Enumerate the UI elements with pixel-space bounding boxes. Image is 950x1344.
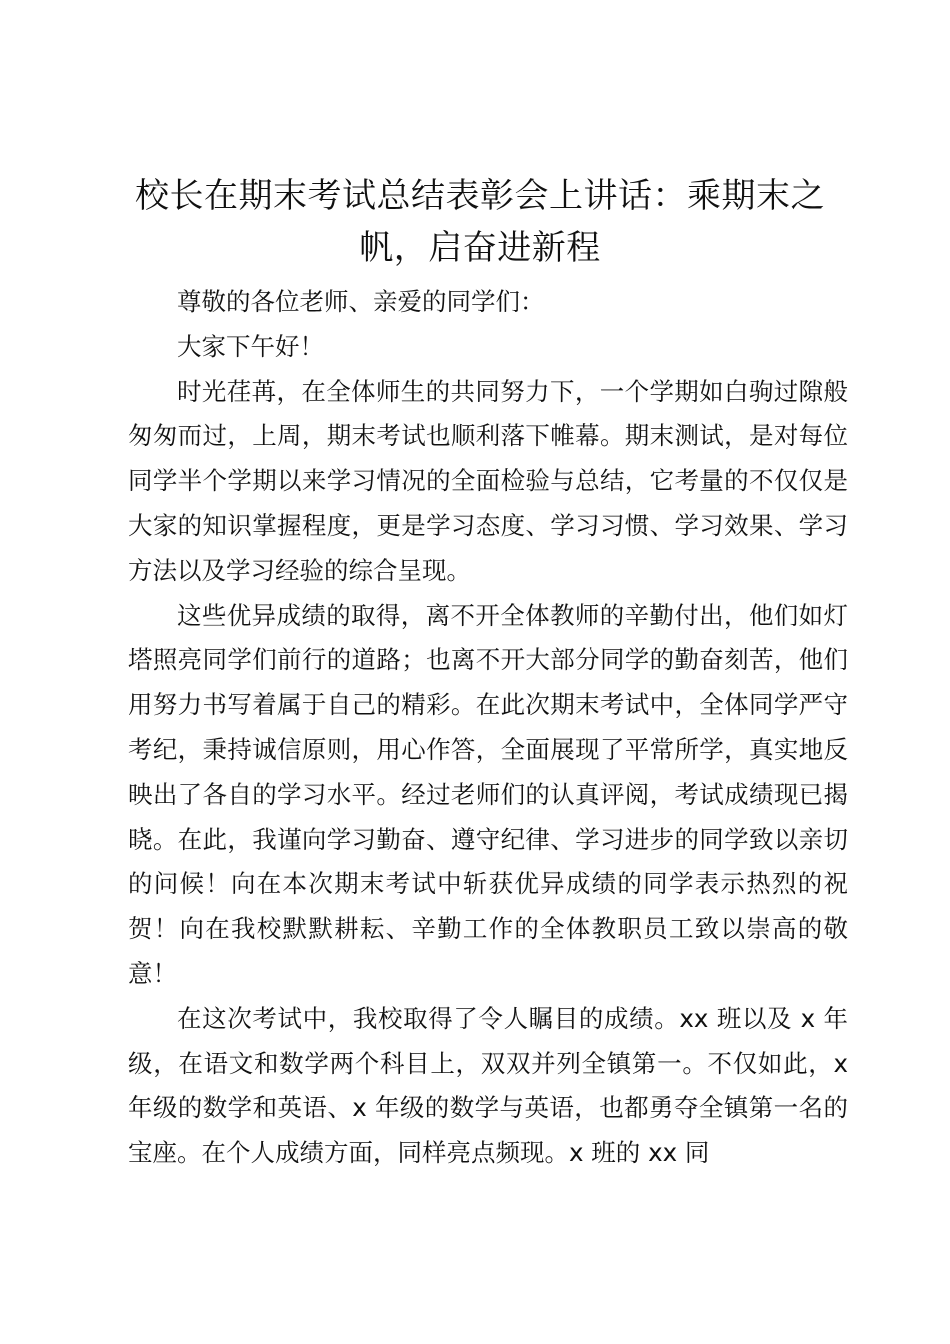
paragraph-salutation: 大家下午好！ [177,331,324,361]
paragraph-intro: 时光荏苒，在全体师生的共同努力下，一个学期如白驹过隙般匆匆而过，上周，期末考试也顺利落下帷幕。期末测试，是对每位同学半个学期以来学习情况的全面检验与总结，它考量的不仅仅是大家的知识掌握程度，更是学习态度、学习习惯、学习效果、学习方法以及学习经验的综合呈现。 [128,376,848,585]
document-body [128,280,848,1176]
paragraph-greeting: 尊敬的各位老师、亲爱的同学们： [177,287,545,316]
paragraph-thanks: 这些优异成绩的取得，离不开全体教师的辛勤付出，他们如灯塔照亮同学们前行的道路；也离不开大部分同学的勤奋刻苦，他们用努力书写着属于自己的精彩。在此次期末考试中，全体同学严守考纪，秉持诚信原则，用心作答，全面展现了平常所学，真实地反映出了各自的学习水平。经过老师们的认真评阅，考试成绩现已揭晓。在此，我谨向学习勤奋、遵守纪律、学习进步的同学致以亲切的问候！向在本次期末考试中斩获优异成绩的同学表示热烈的祝贺！向在我校默默耕耘、辛勤工作的全体教职员工致以崇高的敬意！ [128,600,848,988]
document-title: 校长在期末考试总结表彰会上讲话：乘期末之帆，启奋进新程 [135,176,825,268]
paragraph-achievements: 在这次考试中，我校取得了令人瞩目的成绩。xx 班以及 x 年级，在语文和数学两个科目上，双双并列全镇第一。不仅如此，x 年级的数学和英语、x 年级的数学与英语，也都勇夺全镇第一名的宝座。在个人成绩方面，同样亮点频现。x 班的 xx 同 [128,1003,848,1168]
